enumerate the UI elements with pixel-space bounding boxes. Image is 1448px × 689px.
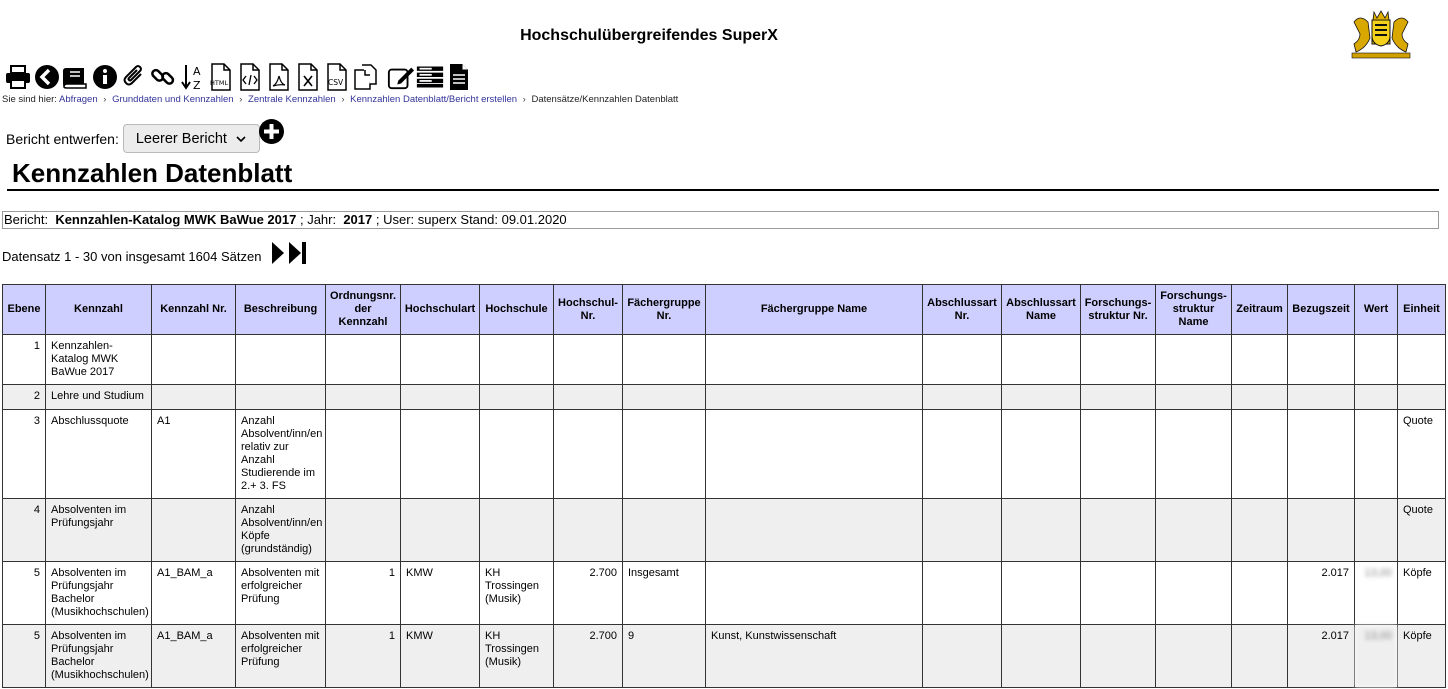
column-header[interactable]: Beschreibung [236, 285, 326, 335]
table-cell [326, 385, 401, 410]
table-cell [1081, 410, 1156, 499]
clip-icon[interactable] [120, 62, 148, 92]
table-cell [1156, 385, 1232, 410]
table-cell: Anzahl Absolvent/inn/en Köpfe (grundständig) [236, 499, 326, 562]
report-info-box [2, 211, 1439, 229]
chevron-right-icon: › [239, 94, 243, 105]
column-header[interactable]: Forschungs-struktur Name [1156, 285, 1232, 335]
column-header[interactable]: Forschungs-struktur Nr. [1081, 285, 1156, 335]
table-cell [1232, 625, 1288, 688]
table-cell: 2.017 [1288, 625, 1355, 688]
table-cell [1232, 499, 1288, 562]
table-cell: 2.700 [554, 562, 623, 625]
table-cell [401, 385, 480, 410]
books-icon[interactable] [62, 62, 90, 92]
csv-file-icon[interactable] [323, 62, 351, 92]
link-icon[interactable] [149, 62, 177, 92]
table-cell [623, 499, 706, 562]
info-icon[interactable] [91, 62, 119, 92]
table-cell [152, 385, 236, 410]
table-cell [923, 385, 1002, 410]
table-cell [152, 499, 236, 562]
table-cell: Quote [1398, 410, 1446, 499]
chevron-right-icon: › [341, 94, 345, 105]
table-cell [623, 335, 706, 385]
table-cell [923, 562, 1002, 625]
table-cell: KMW [401, 625, 480, 688]
app-title: Hochschulübergreifendes SuperX [520, 27, 778, 44]
add-report-button[interactable] [258, 118, 285, 145]
breadcrumb-link-grunddaten[interactable]: Grunddaten und Kennzahlen [112, 94, 234, 105]
column-header[interactable]: Fächergruppe Nr. [623, 285, 706, 335]
table-cell [480, 499, 554, 562]
table-cell [554, 335, 623, 385]
table-header-row [3, 285, 1446, 335]
list-icon[interactable] [416, 62, 444, 92]
pager [2, 240, 308, 266]
column-header[interactable]: Wert [1355, 285, 1398, 335]
breadcrumb [2, 94, 678, 105]
column-header[interactable]: Ordnungsnr. der Kennzahl [326, 285, 401, 335]
breadcrumb-link-abfragen[interactable]: Abfragen [59, 94, 98, 105]
table-cell [480, 385, 554, 410]
table-cell [923, 410, 1002, 499]
column-header[interactable]: Bezugszeit [1288, 285, 1355, 335]
report-design-row [6, 124, 260, 153]
table-cell [554, 499, 623, 562]
table-cell: 13,00 [1355, 562, 1398, 625]
column-header[interactable]: Abschlussart Name [1002, 285, 1081, 335]
table-cell: 1 [3, 335, 46, 385]
table-cell [923, 625, 1002, 688]
column-header[interactable]: Abschlussart Nr. [923, 285, 1002, 335]
table-cell [1232, 410, 1288, 499]
table-cell [1398, 335, 1446, 385]
html-file-icon[interactable] [207, 62, 235, 92]
svg-text:CSV: CSV [328, 78, 344, 87]
table-cell: KMW [401, 562, 480, 625]
table-cell [1002, 385, 1081, 410]
table-cell [1081, 385, 1156, 410]
table-cell [923, 499, 1002, 562]
table-cell [152, 335, 236, 385]
info-bericht-label: Bericht: [4, 212, 49, 227]
table-row [3, 562, 1446, 625]
info-jahr-value: 2017 [343, 212, 373, 227]
table-cell [1288, 499, 1355, 562]
table-cell: KH Trossingen (Musik) [480, 562, 554, 625]
table-cell: 2.700 [554, 625, 623, 688]
edit-icon[interactable] [387, 62, 415, 92]
table-row [3, 385, 1446, 410]
table-cell [1355, 410, 1398, 499]
table-cell [1288, 410, 1355, 499]
table-cell: 3 [3, 410, 46, 499]
table-cell [1355, 335, 1398, 385]
table-cell [706, 410, 923, 499]
svg-text:HTML: HTML [210, 79, 229, 87]
title-divider [7, 189, 1439, 191]
table-cell: Lehre und Studium [46, 385, 152, 410]
table-cell [1002, 562, 1081, 625]
table-cell [480, 410, 554, 499]
column-header[interactable]: Kennzahl [46, 285, 152, 335]
breadcrumb-current: Datensätze/Kennzahlen Datenblatt [531, 94, 679, 105]
table-cell [923, 335, 1002, 385]
table-cell [1156, 499, 1232, 562]
table-cell: Anzahl Absolvent/inn/en relativ zur Anzahl Studierende im 2.+ 3. FS [236, 410, 326, 499]
breadcrumb-link-zentrale-kennzahlen[interactable]: Zentrale Kennzahlen [248, 94, 336, 105]
table-cell [1355, 385, 1398, 410]
table-cell [326, 499, 401, 562]
table-cell [706, 499, 923, 562]
column-header[interactable]: Kennzahl Nr. [152, 285, 236, 335]
coat-of-arms-logo [1350, 8, 1412, 60]
table-cell [554, 410, 623, 499]
table-cell: 4 [3, 499, 46, 562]
table-cell: A1_BAM_a [152, 625, 236, 688]
table-cell [1002, 410, 1081, 499]
table-cell: 1 [326, 625, 401, 688]
sort-az-icon[interactable] [178, 62, 206, 92]
table-cell [1081, 625, 1156, 688]
table-row [3, 335, 1446, 385]
table-row [3, 410, 1446, 499]
table-cell: A1 [152, 410, 236, 499]
table-cell [401, 335, 480, 385]
table-cell [1081, 335, 1156, 385]
column-header[interactable]: Ebene [3, 285, 46, 335]
pager-text: Datensatz 1 - 30 von insgesamt 1604 Sätzen [2, 248, 262, 264]
table-cell: Absolventen im Prüfungsjahr Bachelor (Musikhochschulen) [46, 562, 152, 625]
column-header[interactable]: Einheit [1398, 285, 1446, 335]
table-cell: Köpfe [1398, 625, 1446, 688]
table-cell [1232, 335, 1288, 385]
table-cell [1081, 562, 1156, 625]
pdf-file-icon[interactable] [265, 62, 293, 92]
table-cell [1232, 562, 1288, 625]
table-cell [1156, 562, 1232, 625]
table-cell: 13,00 [1355, 625, 1398, 688]
table-cell [401, 499, 480, 562]
report-select-value: Leerer Bericht [135, 130, 227, 147]
toolbar [4, 62, 474, 92]
print-icon[interactable] [4, 62, 32, 92]
table-cell [236, 335, 326, 385]
svg-text:A: A [193, 65, 201, 78]
next-page-icon[interactable] [270, 240, 286, 266]
page-title: Kennzahlen Datenblatt [12, 158, 293, 188]
table-cell [1156, 410, 1232, 499]
report-design-label: Bericht entwerfen: [6, 130, 119, 147]
table-cell: 1 [326, 562, 401, 625]
column-header[interactable]: Hochschul-Nr. [554, 285, 623, 335]
table-cell: 2 [3, 385, 46, 410]
info-jahr-label: ; Jahr: [299, 212, 337, 227]
table-cell: Abschlussquote [46, 410, 152, 499]
table-row [3, 625, 1446, 688]
chevron-right-icon: › [103, 94, 107, 105]
table-cell: A1_BAM_a [152, 562, 236, 625]
table-cell: Quote [1398, 499, 1446, 562]
copy-icon[interactable] [352, 62, 380, 92]
table-cell: Köpfe [1398, 562, 1446, 625]
table-cell: 2.017 [1288, 562, 1355, 625]
excel-file-icon[interactable] [294, 62, 322, 92]
document-icon[interactable] [445, 62, 473, 92]
column-header[interactable]: Hochschulart [401, 285, 480, 335]
table-cell [706, 562, 923, 625]
table-cell: Absolventen im Prüfungsjahr Bachelor (Musikhochschulen) [46, 625, 152, 688]
table-cell [1081, 499, 1156, 562]
table-cell: Absolventen im Prüfungsjahr [46, 499, 152, 562]
table-cell [554, 385, 623, 410]
table-cell [1355, 499, 1398, 562]
table-cell [1002, 335, 1081, 385]
table-cell [401, 410, 480, 499]
table-cell: 5 [3, 625, 46, 688]
table-cell: KH Trossingen (Musik) [480, 625, 554, 688]
table-cell [706, 385, 923, 410]
data-table [2, 284, 1446, 688]
table-cell: 5 [3, 562, 46, 625]
table-cell [326, 410, 401, 499]
table-cell [1156, 335, 1232, 385]
table-cell [1002, 499, 1081, 562]
report-select[interactable] [123, 124, 260, 153]
info-bericht-value: Kennzahlen-Katalog MWK BaWue 2017 [55, 212, 297, 227]
table-cell: Kunst, Kunstwissenschaft [706, 625, 923, 688]
table-cell [326, 335, 401, 385]
table-cell: Insgesamt [623, 562, 706, 625]
table-cell [1232, 385, 1288, 410]
table-cell [623, 385, 706, 410]
table-cell: Absolventen mit erfolgreicher Prüfung [236, 562, 326, 625]
table-cell [1288, 335, 1355, 385]
table-row [3, 499, 1446, 562]
svg-text:Z: Z [193, 79, 201, 91]
table-cell [623, 410, 706, 499]
table-cell [236, 385, 326, 410]
table-cell [1398, 385, 1446, 410]
chevron-right-icon: › [522, 94, 526, 105]
back-icon[interactable] [33, 62, 61, 92]
last-page-icon[interactable] [288, 240, 308, 266]
table-cell: Absolventen mit erfolgreicher Prüfung [236, 625, 326, 688]
breadcrumb-prefix: Sie sind hier: [2, 94, 57, 105]
table-cell: Kennzahlen-Katalog MWK BaWue 2017 [46, 335, 152, 385]
chevron-down-icon [235, 134, 247, 144]
table-cell [480, 335, 554, 385]
breadcrumb-link-datenblatt-erstellen[interactable]: Kennzahlen Datenblatt/Bericht erstellen [350, 94, 518, 105]
table-cell: 9 [623, 625, 706, 688]
info-user-stand: ; User: superx Stand: 09.01.2020 [375, 212, 567, 227]
table-cell [1288, 385, 1355, 410]
table-cell [706, 335, 923, 385]
table-cell [1002, 625, 1081, 688]
column-header[interactable]: Fächergruppe Name [706, 285, 923, 335]
column-header[interactable]: Hochschule [480, 285, 554, 335]
table-cell [1156, 625, 1232, 688]
xml-file-icon[interactable] [236, 62, 264, 92]
column-header[interactable]: Zeitraum [1232, 285, 1288, 335]
